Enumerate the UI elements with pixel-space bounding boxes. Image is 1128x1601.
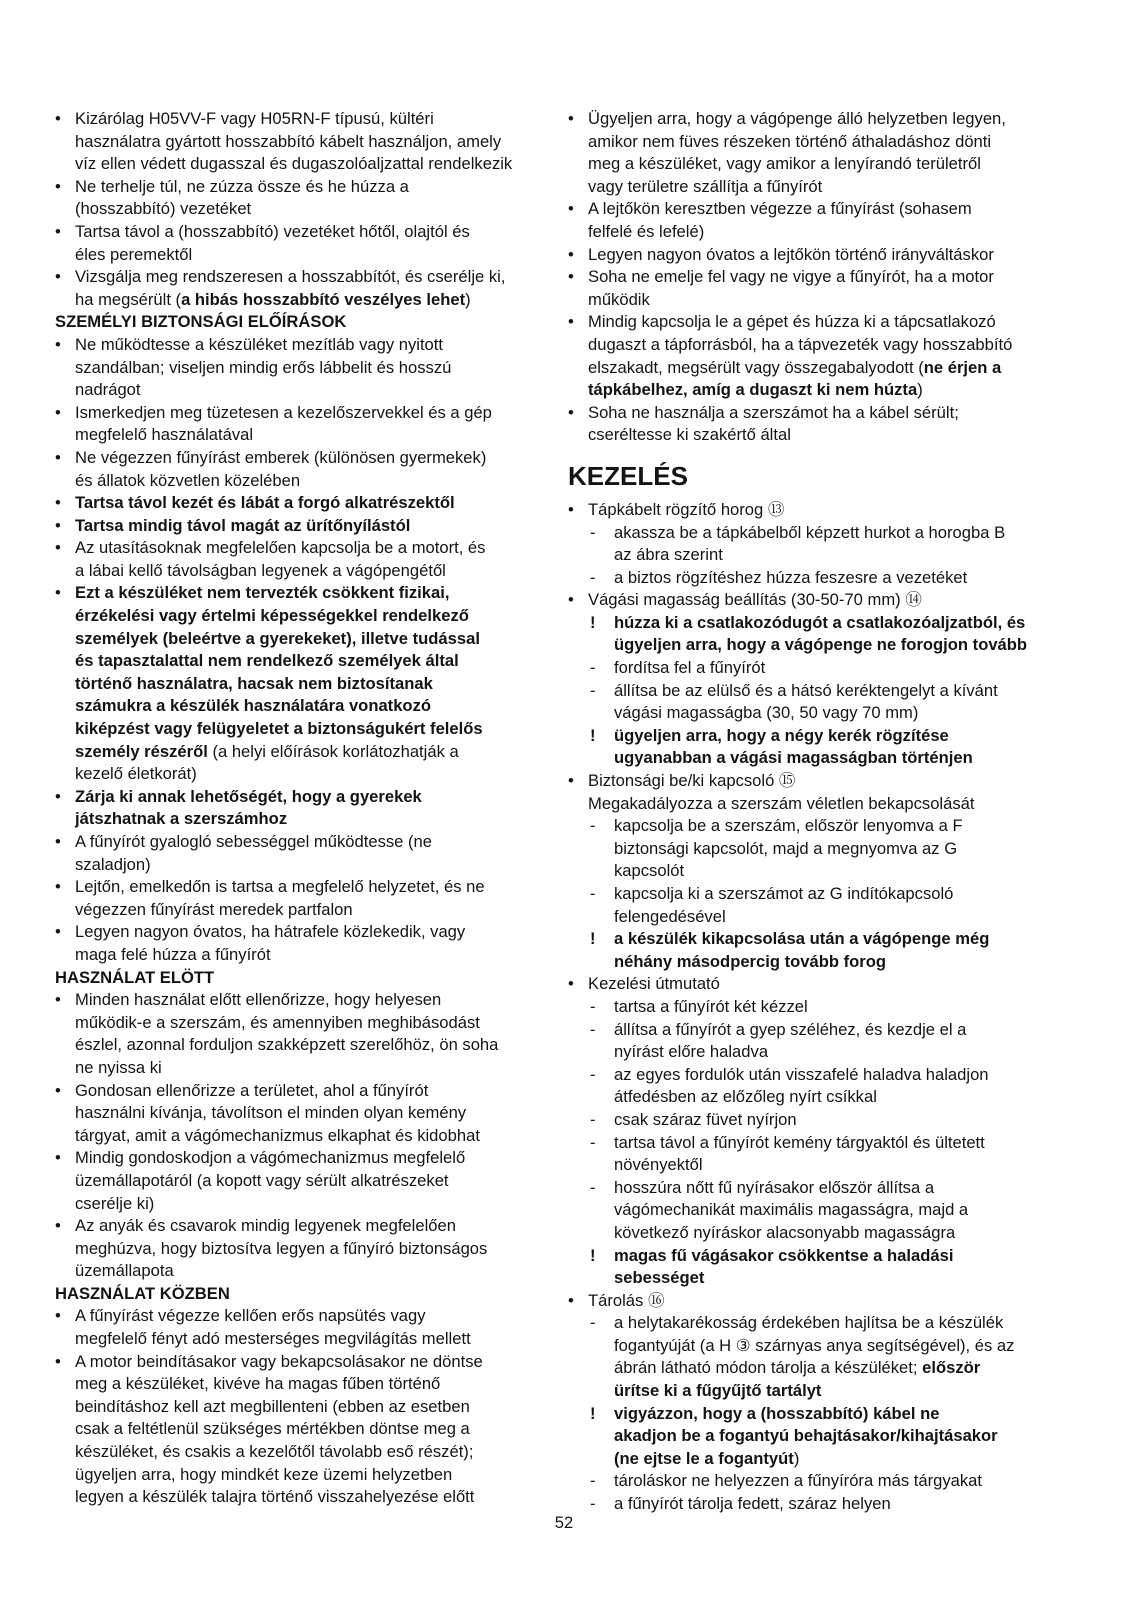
bullet-continuation bbox=[55, 379, 541, 402]
dash-continuation bbox=[568, 634, 1054, 657]
bold-text: ürítse ki a fűgyűjtő tartályt bbox=[614, 1381, 822, 1401]
bold-text: HASZNÁLAT ELÖTT bbox=[55, 967, 215, 987]
bullet-item bbox=[568, 1290, 1054, 1313]
bullet-continuation bbox=[55, 1170, 541, 1193]
bullet-continuation bbox=[55, 153, 541, 176]
page-number: 52 bbox=[554, 1513, 574, 1532]
bullet-continuation bbox=[55, 605, 541, 628]
text-run: A motor beindításakor vagy bekapcsolásakor ne döntse bbox=[75, 1351, 483, 1371]
bullet-continuation bbox=[568, 793, 1054, 816]
bullet-continuation bbox=[568, 221, 1054, 244]
left-column bbox=[55, 108, 541, 1509]
dash-continuation bbox=[568, 1222, 1054, 1245]
bullet-item bbox=[568, 244, 1054, 267]
bullet-item bbox=[55, 537, 541, 560]
text-run: ügyeljen arra, hogy mindkét keze üzemi helyzetben bbox=[75, 1464, 453, 1484]
bold-text: ugyanabban a vágási magasságban történjen bbox=[614, 748, 973, 768]
bold-text: Tartsa távol kezét és lábát a forgó alkatrészektől bbox=[75, 493, 455, 513]
dash-continuation bbox=[568, 1267, 1054, 1290]
dash-item bbox=[568, 883, 1054, 906]
section-title bbox=[568, 461, 1054, 491]
dash-item bbox=[568, 522, 1054, 545]
text-run: ha megsérült ( bbox=[75, 289, 182, 309]
bold-text: tápkábelhez, amíg a dugaszt ki nem húzta bbox=[588, 380, 918, 400]
bullet-continuation bbox=[55, 673, 541, 696]
text-run: végezzen fűnyírást meredek partfalon bbox=[75, 899, 353, 919]
bullet-continuation bbox=[55, 131, 541, 154]
bullet-continuation bbox=[55, 718, 541, 741]
text-run: víz ellen védett dugasszal és dugaszolóaljzattal rendelkezik bbox=[75, 154, 513, 174]
text-run: meg a készüléket, vagy amikor a lenyírandó területről bbox=[588, 154, 981, 174]
text-run: Az utasításoknak megfelelően kapcsolja be a motort, és bbox=[75, 538, 486, 558]
bullet-item bbox=[55, 492, 541, 515]
text-run: ábrán látható módon tárolja a készüléket; bbox=[614, 1358, 923, 1378]
bullet-continuation bbox=[55, 244, 541, 267]
text-run: cserélje ki) bbox=[75, 1193, 155, 1213]
bold-text: személy részéről bbox=[75, 741, 208, 761]
bullet-item bbox=[55, 831, 541, 854]
bullet-item bbox=[55, 334, 541, 357]
warning-item bbox=[568, 725, 1054, 748]
dash-item bbox=[568, 1177, 1054, 1200]
text-run: fogantyúját (a H ③ szárnyas anya segítségével), és az bbox=[614, 1335, 1015, 1355]
text-run: kapcsolót bbox=[614, 861, 685, 881]
text-run: meghúzva, hogy biztosítva legyen a fűnyíró biztonságos bbox=[75, 1238, 488, 1258]
bullet-item bbox=[55, 176, 541, 199]
bold-text: sebességet bbox=[614, 1268, 705, 1288]
text-run: Kizárólag H05VV-F vagy H05RN-F típusú, kültéri bbox=[75, 109, 434, 128]
text-run: és állatok közvetlen közelében bbox=[75, 470, 301, 490]
text-run: növényektől bbox=[614, 1155, 703, 1175]
bullet-item bbox=[55, 515, 541, 538]
text-run: használatra gyártott hosszabbító kábelt használjon, amely bbox=[75, 131, 502, 151]
text-run: megfelelő használatával bbox=[75, 425, 254, 445]
bullet-item bbox=[568, 198, 1054, 221]
dash-item bbox=[568, 1312, 1054, 1335]
dash-item bbox=[568, 1109, 1054, 1132]
text-run: csak száraz füvet nyírjon bbox=[614, 1109, 797, 1129]
text-run: készüléket, és csakis a kezelőtől távolabb eső részét); bbox=[75, 1442, 474, 1462]
text-run: szandálban; viseljen mindig erős lábbelit és hosszú bbox=[75, 357, 452, 377]
bullet-continuation bbox=[55, 650, 541, 673]
bullet-continuation bbox=[55, 1193, 541, 1216]
text-run: észlel, azonnal forduljon szakképzett szerelőhöz, ön soha bbox=[75, 1035, 499, 1055]
bullet-item bbox=[568, 108, 1054, 131]
bullet-item bbox=[55, 447, 541, 470]
bold-text: HASZNÁLAT KÖZBEN bbox=[55, 1283, 230, 1303]
bullet-item bbox=[55, 1147, 541, 1170]
bullet-continuation bbox=[568, 357, 1054, 380]
text-run: vágómechanikát maximális magasságra, majd a bbox=[614, 1200, 969, 1220]
text-run: következő nyíráskor alacsonyabb magasságra bbox=[614, 1222, 956, 1242]
text-run: vágási magasságba (30, 50 vagy 70 mm) bbox=[614, 703, 919, 723]
text-run: Ügyeljen arra, hogy a vágópenge álló helyzetben legyen, bbox=[588, 109, 1006, 128]
bullet-item bbox=[568, 266, 1054, 289]
dash-continuation bbox=[568, 1335, 1054, 1358]
dash-item bbox=[568, 1064, 1054, 1087]
bullet-item bbox=[55, 989, 541, 1012]
text-run: Vágási magasság beállítás (30-50-70 mm) ⑭ bbox=[588, 590, 922, 610]
dash-continuation bbox=[568, 906, 1054, 929]
dash-continuation bbox=[568, 702, 1054, 725]
text-run: megfelelő fényt adó mesterséges megvilágítás mellett bbox=[75, 1329, 471, 1349]
bold-text: és tapasztalattal nem rendelkező személyek által bbox=[75, 651, 459, 671]
bullet-item bbox=[55, 221, 541, 244]
bullet-continuation bbox=[55, 808, 541, 831]
text-run: Lejtőn, emelkedőn is tartsa a megfelelő helyzetet, és ne bbox=[75, 877, 485, 897]
bullet-continuation bbox=[568, 424, 1054, 447]
text-run: A fűnyírót gyalogló sebességgel működtesse (ne bbox=[75, 832, 432, 851]
bullet-continuation bbox=[55, 1012, 541, 1035]
bullet-continuation bbox=[55, 1238, 541, 1261]
bullet-continuation bbox=[55, 1464, 541, 1487]
text-run: vagy területre szállítja a fűnyírót bbox=[588, 176, 823, 196]
bullet-continuation bbox=[55, 1486, 541, 1509]
bullet-continuation bbox=[55, 1057, 541, 1080]
text-run: hosszúra nőtt fű nyírásakor először állítsa a bbox=[614, 1177, 935, 1197]
text-run: tároláskor ne helyezzen a fűnyíróra más tárgyakat bbox=[614, 1471, 983, 1491]
bold-text: ne érjen a bbox=[923, 357, 1002, 377]
bullet-continuation bbox=[55, 695, 541, 718]
bullet-continuation bbox=[568, 176, 1054, 199]
text-run: üzemállapota bbox=[75, 1261, 174, 1281]
bullet-continuation bbox=[568, 131, 1054, 154]
text-run: felengedésével bbox=[614, 906, 726, 926]
bullet-continuation bbox=[55, 899, 541, 922]
text-run: Ne végezzen fűnyírást emberek (különösen gyermekek) bbox=[75, 447, 487, 467]
text-run: szaladjon) bbox=[75, 854, 151, 874]
warning-item bbox=[568, 612, 1054, 635]
text-run: Ismerkedjen meg tüzetesen a kezelőszervekkel és a gép bbox=[75, 402, 492, 422]
bold-text: számukra a készülék használatára vonatkozó bbox=[75, 696, 432, 716]
text-run: Legyen nagyon óvatos a lejtőkön történő irányváltáskor bbox=[588, 244, 994, 264]
text-run: Minden használat előtt ellenőrizze, hogy helyesen bbox=[75, 990, 442, 1010]
dash-item bbox=[568, 815, 1054, 838]
text-run: az egyes fordulók után visszafelé haladva haladjon bbox=[614, 1064, 989, 1084]
bold-text: ügyeljen arra, hogy a négy kerék rögzítése bbox=[614, 725, 949, 745]
dash-continuation bbox=[568, 860, 1054, 883]
bold-text: KEZELÉS bbox=[568, 460, 688, 491]
dash-item bbox=[568, 567, 1054, 590]
text-run: felfelé és lefelé) bbox=[588, 221, 705, 241]
text-run: ne nyissa ki bbox=[75, 1057, 162, 1077]
text-run: elszakadt, megsérült vagy összegabalyodott ( bbox=[588, 357, 924, 377]
bullet-item bbox=[55, 402, 541, 425]
bullet-item bbox=[55, 1351, 541, 1374]
text-run: A fűnyírást végezze kellően erős napsütés vagy bbox=[75, 1306, 426, 1326]
dash-item bbox=[568, 1019, 1054, 1042]
dash-continuation bbox=[568, 1041, 1054, 1064]
text-run: (a helyi előírások korlátozhatják a bbox=[207, 741, 459, 761]
text-run: működik-e a szerszám, és amennyiben meghibásodást bbox=[75, 1012, 480, 1032]
section-heading bbox=[55, 1283, 541, 1306]
bold-text: húzza ki a csatlakozódugót a csatlakozóaljzatból, és bbox=[614, 612, 1026, 632]
text-run: Tápkábelt rögzítő horog ⑬ bbox=[588, 499, 785, 519]
dash-continuation bbox=[568, 1086, 1054, 1109]
bullet-continuation bbox=[55, 1373, 541, 1396]
text-run: ) bbox=[465, 289, 471, 309]
bold-text: magas fű vágásakor csökkentse a haladási bbox=[614, 1245, 954, 1265]
text-run: az ábra szerint bbox=[614, 545, 723, 565]
bold-text: a hibás hosszabbító veszélyes lehet bbox=[181, 289, 466, 309]
bullet-continuation bbox=[55, 1418, 541, 1441]
bullet-item bbox=[568, 402, 1054, 425]
bullet-item bbox=[568, 973, 1054, 996]
dash-continuation bbox=[568, 1448, 1054, 1471]
dash-continuation bbox=[568, 747, 1054, 770]
bullet-item bbox=[568, 770, 1054, 793]
bold-text: néhány másodpercig tovább forog bbox=[614, 951, 886, 971]
bullet-continuation bbox=[55, 560, 541, 583]
text-run: Tárolás ⑯ bbox=[588, 1290, 665, 1310]
dash-continuation bbox=[568, 1380, 1054, 1403]
bullet-continuation bbox=[55, 854, 541, 877]
dash-continuation bbox=[568, 1357, 1054, 1380]
bullet-continuation bbox=[55, 763, 541, 786]
text-run: amikor nem füves részeken történő áthaladáshoz dönti bbox=[588, 131, 992, 151]
bullet-item bbox=[568, 589, 1054, 612]
bullet-item bbox=[55, 876, 541, 899]
dash-continuation bbox=[568, 1425, 1054, 1448]
text-run: Ne működtesse a készüléket mezítláb vagy nyitott bbox=[75, 334, 444, 354]
warning-item bbox=[568, 1403, 1054, 1426]
text-run: Ne terhelje túl, ne zúzza össze és he húzza a bbox=[75, 176, 409, 196]
text-run: legyen a készülék talajra történő visszahelyezése előtt bbox=[75, 1487, 475, 1507]
text-run: csak a feltétlenül szükséges mértékben döntse meg a bbox=[75, 1419, 470, 1439]
bullet-continuation bbox=[55, 1328, 541, 1351]
bullet-continuation bbox=[55, 198, 541, 221]
text-run: tartsa távol a fűnyírót kemény tárgyaktól és ültetett bbox=[614, 1132, 985, 1152]
bullet-continuation bbox=[55, 628, 541, 651]
bullet-item bbox=[55, 1215, 541, 1238]
text-run: működik bbox=[588, 289, 650, 309]
dash-item bbox=[568, 680, 1054, 703]
text-run: Kezelési útmutató bbox=[588, 974, 720, 994]
bold-text: először bbox=[922, 1358, 981, 1378]
text-run: Az anyák és csavarok mindig legyenek megfelelően bbox=[75, 1216, 456, 1236]
dash-item bbox=[568, 1132, 1054, 1155]
text-run: cseréltesse ki szakértő által bbox=[588, 425, 791, 445]
text-run: biztonsági kapcsolót, majd a megnyomva az G bbox=[614, 838, 958, 858]
text-run: dugaszt a tápforrásból, ha a tápvezeték vagy hosszabbító bbox=[588, 334, 1013, 354]
bold-text: Ezt a készüléket nem tervezték csökkent fizikai, bbox=[75, 583, 450, 603]
section-heading bbox=[55, 311, 541, 334]
dash-item bbox=[568, 1470, 1054, 1493]
text-run: állítsa be az elülső és a hátsó keréktengelyt a kívánt bbox=[614, 680, 998, 700]
bullet-continuation bbox=[568, 334, 1054, 357]
text-run: ) bbox=[793, 1448, 800, 1468]
bullet-item bbox=[568, 499, 1054, 522]
dash-continuation bbox=[568, 951, 1054, 974]
bold-text: játszhatnak a szerszámhoz bbox=[75, 809, 288, 829]
text-run: Biztonsági be/ki kapcsoló ⑮ bbox=[588, 771, 796, 791]
dash-continuation bbox=[568, 544, 1054, 567]
bullet-item bbox=[568, 311, 1054, 334]
bold-text: Zárja ki annak lehetőségét, hogy a gyerekek bbox=[75, 786, 422, 806]
text-run: nyírást előre haladva bbox=[614, 1042, 769, 1062]
bold-text: érzékelési vagy értelmi képességekkel rendelkező bbox=[75, 606, 469, 626]
bold-text: kiképzést vagy felügyeletet a biztonságukért felelős bbox=[75, 719, 483, 739]
warning-item bbox=[568, 928, 1054, 951]
text-run: (hosszabbító) vezetéket bbox=[75, 199, 252, 219]
text-run: Mindig gondoskodjon a vágómechanizmus megfelelő bbox=[75, 1148, 466, 1168]
text-run: fordítsa fel a fűnyírót bbox=[614, 658, 766, 678]
bullet-item bbox=[55, 921, 541, 944]
bold-text: vigyázzon, hogy a (hosszabbító) kábel ne bbox=[614, 1403, 940, 1423]
bold-text: Tartsa mindig távol magát az ürítőnyílástól bbox=[75, 515, 411, 535]
text-run: nadrágot bbox=[75, 380, 141, 400]
bold-text: (ne ejtse le a fogantyút bbox=[614, 1448, 794, 1468]
text-run: Gondosan ellenőrizze a területet, ahol a fűnyírót bbox=[75, 1080, 429, 1100]
text-run: használni kívánja, távolítson el minden olyan kemény bbox=[75, 1103, 467, 1123]
warning-item bbox=[568, 1245, 1054, 1268]
dash-item bbox=[568, 657, 1054, 680]
bullet-continuation bbox=[55, 357, 541, 380]
text-run: üzemállapotáról (a kopott vagy sérült alkatrészeket bbox=[75, 1170, 449, 1190]
text-run: Vizsgálja meg rendszeresen a hosszabbítót, és cserélje ki, bbox=[75, 267, 506, 287]
text-run: meg a készüléket, kivéve ha magas fűben történő bbox=[75, 1374, 441, 1394]
text-run: kezelő életkorát) bbox=[75, 764, 197, 784]
text-run: Tartsa távol a (hosszabbító) vezetéket hőtől, olajtól és bbox=[75, 221, 470, 241]
text-run: Soha ne használja a szerszámot ha a kábel sérült; bbox=[588, 402, 959, 422]
text-run: beindításhoz kell azt megbillenteni (ebben az esetben bbox=[75, 1396, 470, 1416]
dash-item bbox=[568, 996, 1054, 1019]
bullet-continuation bbox=[55, 1034, 541, 1057]
text-run: Legyen nagyon óvatos, ha hátrafele közlekedik, vagy bbox=[75, 922, 466, 942]
bullet-continuation bbox=[55, 424, 541, 447]
bullet-continuation bbox=[55, 944, 541, 967]
bullet-continuation bbox=[55, 1260, 541, 1283]
bullet-continuation bbox=[55, 1125, 541, 1148]
bullet-item bbox=[55, 266, 541, 289]
bullet-continuation bbox=[55, 1396, 541, 1419]
dash-continuation bbox=[568, 838, 1054, 861]
text-run: a biztos rögzítéshez húzza feszesre a vezetéket bbox=[614, 567, 968, 587]
text-run: akassza be a tápkábelből képzett hurkot a horogba B bbox=[614, 522, 1006, 542]
bullet-item bbox=[55, 786, 541, 809]
text-run: tárgyat, amit a vágómechanizmus elkaphat és kidobhat bbox=[75, 1125, 480, 1145]
text-run: tartsa a fűnyírót két kézzel bbox=[614, 996, 808, 1016]
bullet-continuation bbox=[568, 153, 1054, 176]
bullet-continuation bbox=[55, 1102, 541, 1125]
bullet-continuation bbox=[55, 289, 541, 312]
text-run: A lejtőkön keresztben végezze a fűnyírást (sohasem bbox=[588, 199, 972, 219]
text-run: a helytakarékosság érdekében hajlítsa be a készülék bbox=[614, 1313, 1004, 1333]
bullet-item bbox=[55, 1080, 541, 1103]
bullet-continuation bbox=[55, 741, 541, 764]
right-column bbox=[568, 108, 1054, 1516]
bullet-continuation bbox=[55, 470, 541, 493]
bullet-continuation bbox=[55, 1441, 541, 1464]
bold-text: történő használatra, hacsak nem biztosítanak bbox=[75, 673, 433, 693]
bullet-continuation bbox=[568, 289, 1054, 312]
bold-text: ügyeljen arra, hogy a vágópenge ne forogjon tovább bbox=[614, 635, 1028, 655]
text-run: kapcsolja be a szerszám, először lenyomva a F bbox=[614, 816, 963, 836]
bullet-item bbox=[55, 108, 541, 131]
text-run: állítsa a fűnyírót a gyep széléhez, és kezdje el a bbox=[614, 1019, 967, 1039]
text-run: Mindig kapcsolja le a gépet és húzza ki a tápcsatlakozó bbox=[588, 312, 996, 332]
text-run: éles peremektől bbox=[75, 244, 193, 264]
bullet-continuation bbox=[568, 379, 1054, 402]
bold-text: a készülék kikapcsolása után a vágópenge még bbox=[614, 929, 990, 949]
text-run: a fűnyírót tárolja fedett, száraz helyen bbox=[614, 1494, 891, 1514]
bold-text: SZEMÉLYI BIZTONSÁGI ELŐÍRÁSOK bbox=[55, 312, 347, 332]
text-run: kapcsolja ki a szerszámot az G indítókapcsoló bbox=[614, 884, 954, 903]
text-run: a lábai kellő távolságban legyenek a vágópengétől bbox=[75, 560, 446, 580]
text-run: Megakadályozza a szerszám véletlen bekapcsolását bbox=[588, 793, 975, 813]
section-heading bbox=[55, 967, 541, 990]
bold-text: akadjon be a fogantyú behajtásakor/kihajtásakor bbox=[614, 1426, 998, 1446]
dash-continuation bbox=[568, 1199, 1054, 1222]
bold-text: személyek (beleértve a gyerekeket), illetve tudással bbox=[75, 628, 480, 648]
text-run: Soha ne emelje fel vagy ne vigye a fűnyírót, ha a motor bbox=[588, 267, 994, 287]
text-run: maga felé húzza a fűnyírót bbox=[75, 944, 271, 964]
bullet-item bbox=[55, 1305, 541, 1328]
text-run: átfedésben az előzőleg nyírt csíkkal bbox=[614, 1087, 877, 1107]
dash-continuation bbox=[568, 1154, 1054, 1177]
bullet-item bbox=[55, 582, 541, 605]
text-run: ) bbox=[917, 380, 923, 400]
